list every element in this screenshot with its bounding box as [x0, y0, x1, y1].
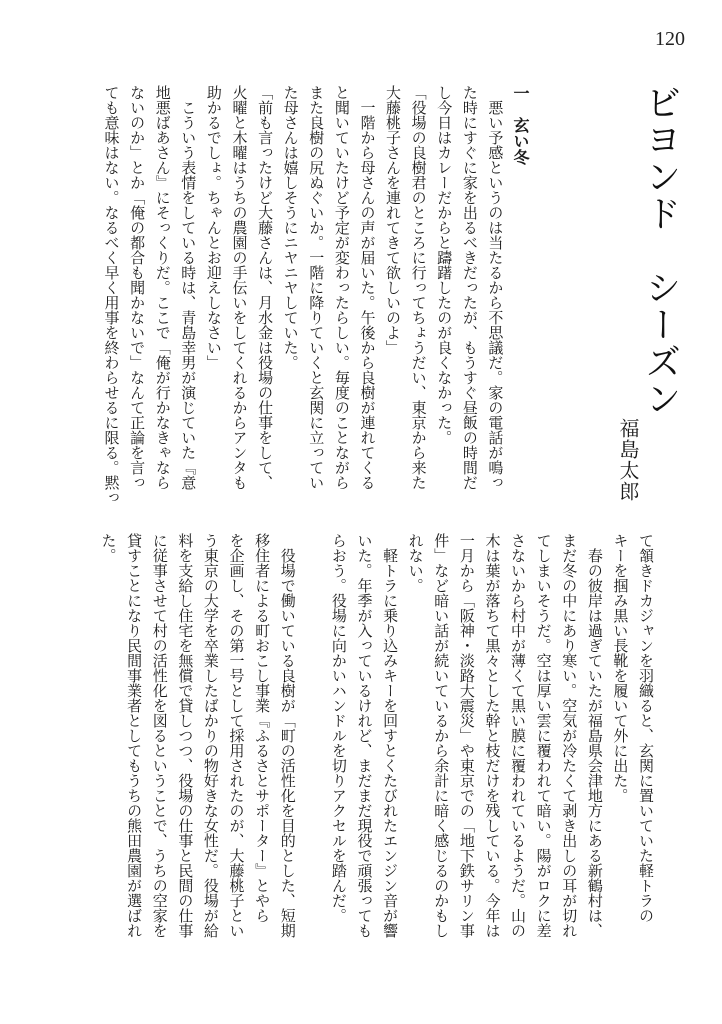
text-line: 軽トラに乗り込みキーを回すとくたびれたエンジン音が響: [381, 533, 400, 938]
text-line: 地悪ばあさん』にそっくりだ。ここで「俺が行かなきゃなら: [153, 85, 172, 490]
text-line: 火曜と木曜はうちの農園の手伝いをしてくれるからアンタも: [230, 85, 249, 490]
text-line: う東京の大学を卒業したばかりの物好きな女性だ。役場が給: [201, 533, 220, 938]
text-line: さないから村中が薄くて黒い膜に覆われているようだ。山の: [509, 533, 528, 938]
text-line: ても意味はない。なるべく早く用事を終わらせるに限る。黙っ: [102, 85, 121, 505]
lower-text-block: [95, 533, 658, 963]
text-line: 役場で働いている良樹が「町の活性化を目的とした、短期: [278, 533, 297, 938]
text-line: た母さんは嬉しそうにニヤニヤしていた。: [281, 85, 300, 370]
text-line: 件」など暗い話が続いているから余計に暗く感じるのかもし: [432, 533, 451, 938]
text-line: 春の彼岸は過ぎていたが福島県会津地方にある新鶴村は、: [585, 533, 604, 938]
text-line: ないのか」とか「俺の都合も聞かないで」なんて正論を言っ: [128, 85, 147, 490]
text-line: てしまいそうだ。空は厚い雲に覆われて暗い。陽がロクに差: [534, 533, 553, 938]
text-line: れない。: [406, 533, 425, 593]
text-line: て頷きドカジャンを羽織ると、玄関に置いていた軽トラの: [637, 533, 655, 923]
text-line: し今日はカレーだからと躊躇したのが良くなかった。: [435, 85, 454, 445]
text-line: まだ冬の中にあり寒い。空気が冷たくて剥き出しの耳が切れ: [560, 533, 579, 938]
text-line: 料を支給し住宅を無償で貸しつつ、役場の仕事と民間の仕事: [176, 533, 195, 938]
text-line: [300, 533, 326, 963]
text-line: た時にすぐに家を出るべきだったが、もうすぐ昼飯の時間だ: [460, 85, 479, 490]
section-heading: 一 玄い冬: [511, 85, 530, 165]
text-line: キーを掴み黒い長靴を履いて外に出た。: [611, 533, 630, 803]
text-line: 貸すことになり民間事業者としてもうちの熊田農園が選ばれ: [125, 533, 144, 938]
text-line: 「役場の良樹君のところに行ってちょうだい、東京から来た: [409, 85, 428, 490]
text-line: た。: [99, 533, 118, 563]
text-line: 一月から「阪神・淡路大震災」や東京での「地下鉄サリン事: [457, 533, 476, 938]
text-line: 木は葉が落ちて黒々とした幹と枝だけを残している。今年は: [483, 533, 502, 938]
text-line: 一階から母さんの声が届いた。午後から良樹が連れてくる: [358, 85, 377, 490]
text-line: いた。年季が入っているけれど、まだまだ現役で頑張っても: [355, 533, 374, 938]
text-line: らおう。役場に向かいハンドルを切りアクセルを踏んだ。: [329, 533, 348, 923]
text-line: 悪い予感というのは当たるから不思議だ。家の電話が鳴っ: [486, 85, 505, 490]
text-line: と聞いていたけど予定が変わったらしい。毎度のことながら: [332, 85, 351, 490]
story-title: ビヨンド シーズン: [640, 84, 681, 417]
text-line: 助かるでしょ。ちゃんとお迎えしなさい」: [204, 85, 223, 370]
text-line: また良樹の尻ぬぐいか。一階に降りていくと玄関に立ってい: [307, 85, 326, 490]
text-line: を企画し、その第一号として採用されたのが、大藤桃子とい: [227, 533, 246, 938]
upper-text-block: [98, 85, 533, 515]
page-number: 120: [655, 28, 685, 50]
text-line: こういう表情をしている時は、青島幸男が演じていた『意: [179, 85, 198, 490]
text-line: 大藤桃子さんを連れてきて欲しいのよ」: [384, 85, 403, 355]
text-line: に従事させて村の活性化を図るということで、うちの空家を: [150, 533, 169, 938]
author-name: 福島太郎: [616, 418, 640, 502]
text-line: 「前も言ったけど大藤さんは、月水金は役場の仕事をして、: [256, 85, 275, 490]
text-line: 移住者による町おこし事業『ふるさとサポーター』とやら: [253, 533, 272, 923]
